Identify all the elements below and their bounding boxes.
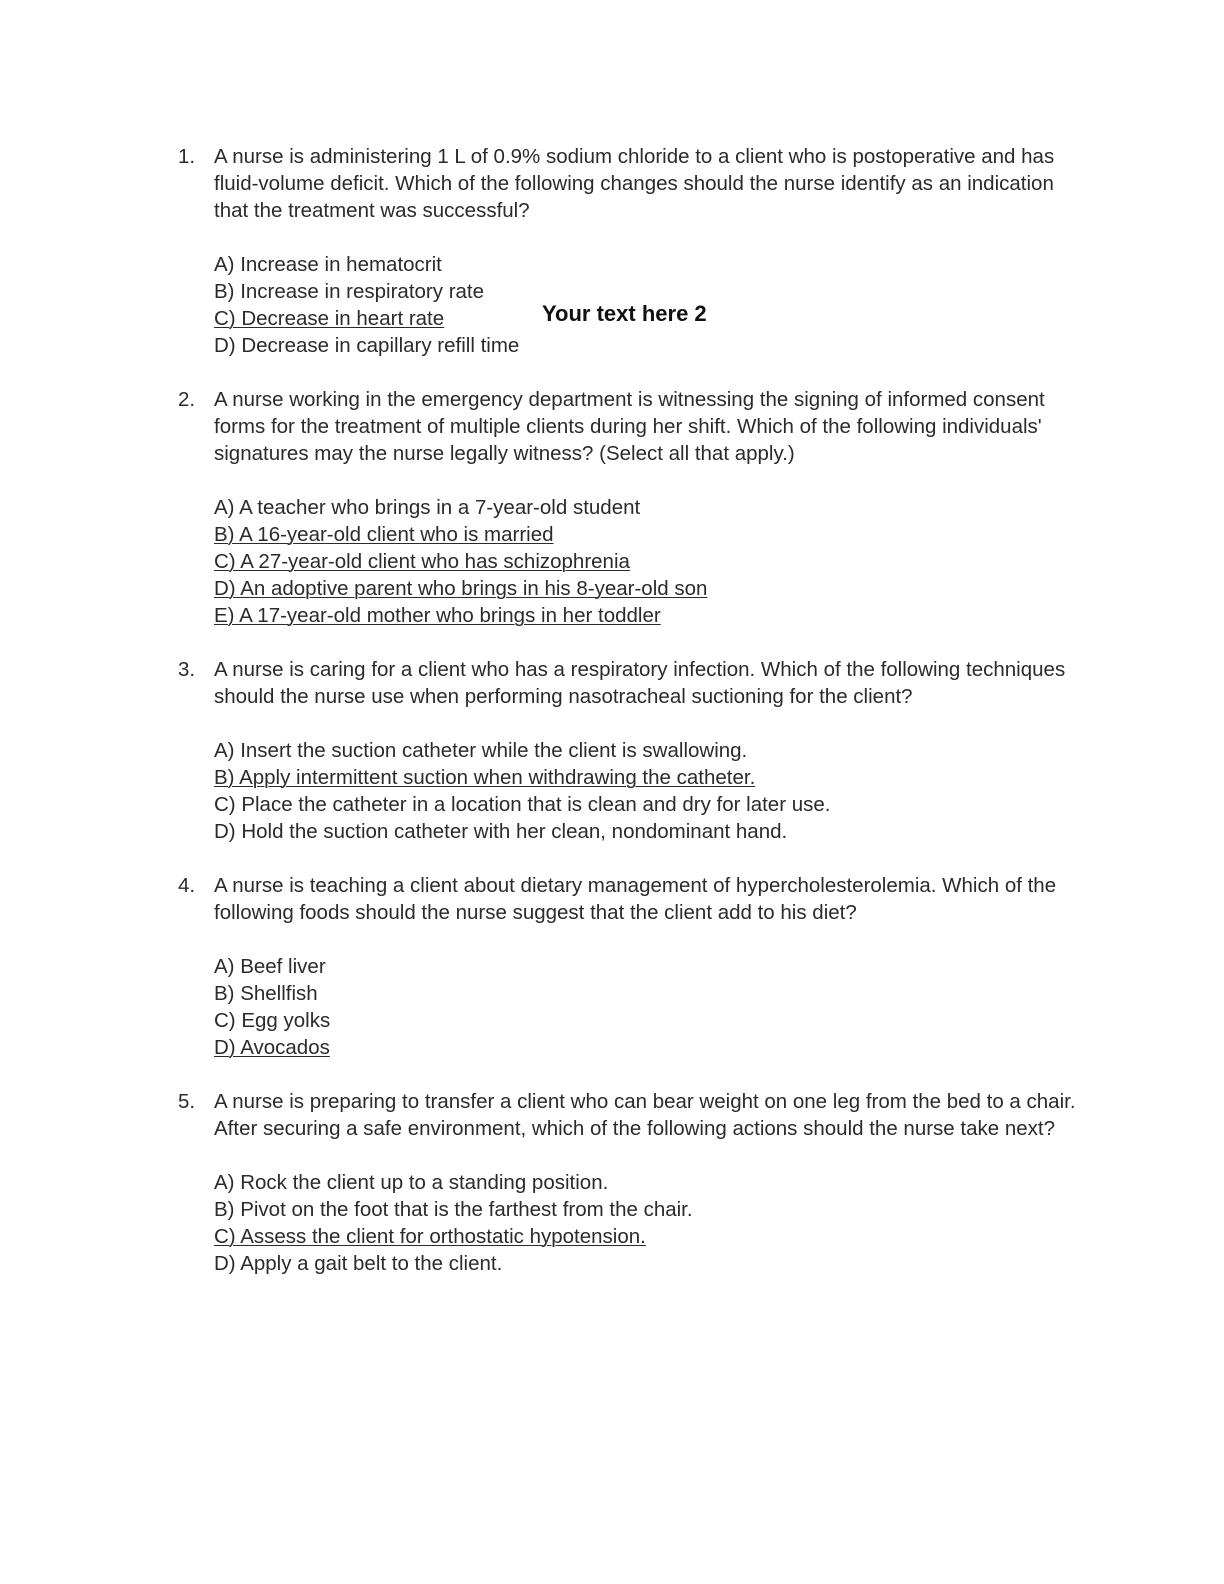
question-number: 2. <box>178 388 196 411</box>
answer-option-correct: D) An adoptive parent who brings in his 8-year-old son <box>214 577 708 600</box>
answer-option: D) Apply a gait belt to the client. <box>214 1252 503 1275</box>
answer-option: A) Rock the client up to a standing position. <box>214 1171 609 1194</box>
answer-option: B) Shellfish <box>214 982 318 1005</box>
answer-option-correct: C) A 27-year-old client who has schizophrenia <box>214 550 630 573</box>
answer-option: A) Beef liver <box>214 955 326 978</box>
answer-option: B) Pivot on the foot that is the farthest from the chair. <box>214 1198 693 1221</box>
question-stem: A nurse is caring for a client who has a respiratory infection. Which of the following techniques should the nurse use when performing nasotracheal suctioning for the client? <box>214 658 1066 708</box>
answer-option-correct: B) A 16-year-old client who is married <box>214 523 554 546</box>
question-number: 4. <box>178 874 196 897</box>
question-stem: A nurse working in the emergency department is witnessing the signing of informed consent forms for the treatment of multiple clients during her shift. Which of the following individuals' signatures may the nurse legally witness? (Select all that apply.) <box>214 388 1045 465</box>
question-stem: A nurse is preparing to transfer a client who can bear weight on one leg from the bed to a chair. After securing a safe environment, which of the following actions should the nurse take next? <box>214 1090 1076 1140</box>
answer-option: D) Hold the suction catheter with her clean, nondominant hand. <box>214 820 788 843</box>
answer-option: D) Decrease in capillary refill time <box>214 334 520 357</box>
answer-option-correct: E) A 17-year-old mother who brings in her toddler <box>214 604 661 627</box>
question-4 <box>178 872 1078 1061</box>
overlay-text-box: Your text here 2 <box>542 301 707 326</box>
answer-options <box>214 494 1078 629</box>
question-number: 3. <box>178 658 196 681</box>
answer-options <box>214 737 1078 845</box>
answer-option: C) Egg yolks <box>214 1009 331 1032</box>
answer-option-correct: D) Avocados <box>214 1036 330 1059</box>
answer-option-correct: B) Apply intermittent suction when withdrawing the catheter. <box>214 766 756 789</box>
answer-option-correct: C) Decrease in heart rate <box>214 307 445 330</box>
answer-option: C) Place the catheter in a location that is clean and dry for later use. <box>214 793 831 816</box>
question-stem: A nurse is administering 1 L of 0.9% sodium chloride to a client who is postoperative and has fluid-volume deficit. Which of the following changes should the nurse identify as an indication that the treatment was successful? <box>214 145 1055 222</box>
answer-option: A) A teacher who brings in a 7-year-old student <box>214 496 641 519</box>
question-3 <box>178 656 1078 845</box>
question-5 <box>178 1088 1078 1277</box>
answer-options <box>214 1169 1078 1277</box>
answer-options <box>214 953 1078 1061</box>
answer-option: A) Increase in hematocrit <box>214 253 442 276</box>
question-stem: A nurse is teaching a client about dietary management of hypercholesterolemia. Which of the following foods should the nurse suggest that the client add to his diet? <box>214 874 1057 924</box>
answer-option-correct: C) Assess the client for orthostatic hypotension. <box>214 1225 646 1248</box>
answer-option: B) Increase in respiratory rate <box>214 280 485 303</box>
question-2 <box>178 386 1078 629</box>
question-number: 1. <box>178 145 196 168</box>
answer-option: A) Insert the suction catheter while the client is swallowing. <box>214 739 748 762</box>
question-number: 5. <box>178 1090 196 1113</box>
